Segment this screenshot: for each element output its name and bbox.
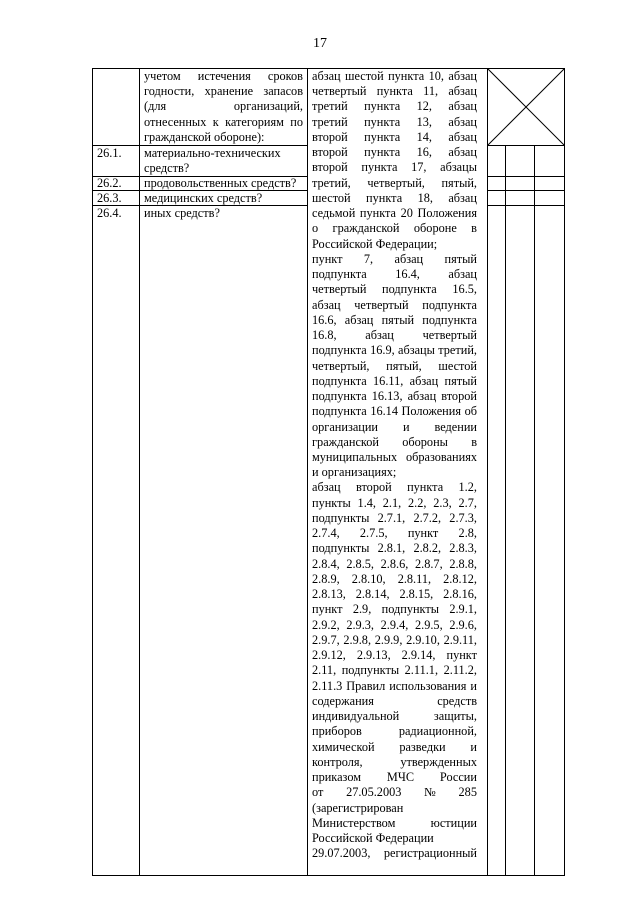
reference-line: пункт 7, абзац пятый — [312, 251, 477, 266]
row-number: 26.3. — [97, 191, 122, 205]
question-line: учетом истечения сроков — [144, 69, 303, 83]
reference-line: второй пункта 17, абзацы — [312, 160, 477, 175]
reference-line: от 27.05.2003 № 285 — [312, 785, 477, 800]
reference-line: приборов радиационной, — [312, 724, 477, 739]
reference-line: абзац второй пункта 1.2, — [312, 480, 477, 495]
reference-line: 2.8.13, 2.8.14, 2.8.15, 2.8.16, — [312, 587, 477, 602]
table-border-bottom — [92, 875, 565, 876]
row-number: 26.1. — [97, 146, 122, 160]
reference-line: шестой пункта 18, абзац — [312, 190, 477, 205]
reference-line: подпункта 16.14 Положения об — [312, 404, 477, 419]
reference-line: третий пункта 12, абзац — [312, 99, 477, 114]
reference-line: подпункта 16.4, абзац — [312, 267, 477, 282]
reference-line: абзац четвертый подпункта — [312, 297, 477, 312]
reference-line: подпункта 16.13, абзац второй — [312, 389, 477, 404]
reference-line: пункт 2.9, подпункты 2.9.1, — [312, 602, 477, 617]
reference-line: приказом МЧС России — [312, 770, 477, 785]
reference-line: 2.11, подпункты 2.11.1, 2.11.2, — [312, 663, 477, 678]
row-divider-26-2-right — [487, 190, 565, 191]
reference-line: Российской Федерации; — [312, 236, 438, 251]
reference-line: 29.07.2003, регистрационный — [312, 846, 477, 861]
reference-line: третий пункта 13, абзац — [312, 114, 477, 129]
reference-line: (зарегистрирован — [312, 800, 404, 815]
row-label: медицинских средств? — [144, 191, 263, 205]
reference-line: подпункты 2.7.1, 2.7.2, 2.7.3, — [312, 510, 477, 525]
reference-line: муниципальных образованиях — [312, 450, 477, 464]
reference-line: 2.9.2, 2.9.3, 2.9.4, 2.9.5, 2.9.6, — [312, 617, 477, 632]
row-label: продовольственных средств? — [144, 176, 297, 190]
reference-line: четвертый пункта 11, абзац — [312, 84, 477, 99]
reference-line: подпункта 16.9, абзацы третий, — [312, 343, 477, 358]
row-divider-26-1-right — [487, 176, 565, 177]
reference-line: четвертый подпункта 16.5, — [312, 282, 477, 297]
reference-line: Министерством юстиции — [312, 815, 477, 830]
column-divider-yes — [505, 145, 506, 876]
reference-line: индивидуальной защиты, — [312, 709, 477, 724]
reference-line: абзац шестой пункта 10, абзац — [312, 69, 477, 83]
column-divider-no — [534, 145, 535, 876]
page-number: 17 — [313, 36, 327, 51]
reference-line: о гражданской обороне в — [312, 221, 477, 236]
reference-line: и организациях; — [312, 465, 397, 480]
reference-line: пункты 1.4, 2.1, 2.2, 2.3, 2.7, — [312, 495, 477, 510]
row-divider-26-3-right — [487, 205, 565, 206]
reference-line: контроля, утвержденных — [312, 754, 477, 769]
question-line: гражданской обороне): — [144, 129, 265, 144]
reference-line: 2.9.12, 2.9.13, 2.9.14, пункт — [312, 648, 477, 663]
reference-line: седьмой пункта 20 Положения — [312, 206, 477, 221]
reference-line: 2.9.7, 2.9.8, 2.9.9, 2.9.10, 2.9.11, — [312, 632, 477, 647]
reference-line: четвертый, пятый, шестой — [312, 358, 477, 373]
row-label: материально-технических — [144, 146, 281, 160]
reference-line: подпункты 2.8.1, 2.8.2, 2.8.3, — [312, 541, 477, 556]
reference-line: химической разведки и — [312, 739, 477, 754]
row-number: 26.2. — [97, 176, 122, 190]
reference-line: 2.8.9, 2.8.10, 2.8.11, 2.8.12, — [312, 571, 477, 586]
question-line: годности, хранение запасов — [144, 84, 303, 99]
reference-line: подпункта 16.11, абзац пятый — [312, 373, 477, 388]
row-number: 26.4. — [97, 206, 122, 220]
reference-line: Российской Федерации — [312, 831, 434, 845]
reference-line: второй пункта 16, абзац — [312, 145, 477, 160]
reference-line: второй пункта 14, абзац — [312, 129, 477, 144]
reference-line: 2.11.3 Правил использования и — [312, 678, 477, 693]
reference-line: гражданской обороны в — [312, 434, 477, 449]
reference-line: третий, четвертый, пятый, — [312, 175, 477, 190]
reference-line: 16.6, абзац пятый подпункта — [312, 312, 477, 327]
question-line: (для организаций, — [144, 99, 303, 114]
reference-line: 2.8.4, 2.8.5, 2.8.6, 2.8.7, 2.8.8, — [312, 556, 477, 571]
reference-line: содержания средств — [312, 693, 477, 708]
row-label: иных средств? — [144, 206, 220, 220]
reference-line: организации и ведении — [312, 419, 477, 434]
reference-line: 16.8, абзац четвертый — [312, 328, 477, 343]
reference-line: 2.7.4, 2.7.5, пункт 2.8, — [312, 526, 477, 541]
question-line: отнесенных к категориям по — [144, 114, 303, 129]
crossed-cell — [487, 68, 565, 146]
row-label: средств? — [144, 161, 190, 176]
